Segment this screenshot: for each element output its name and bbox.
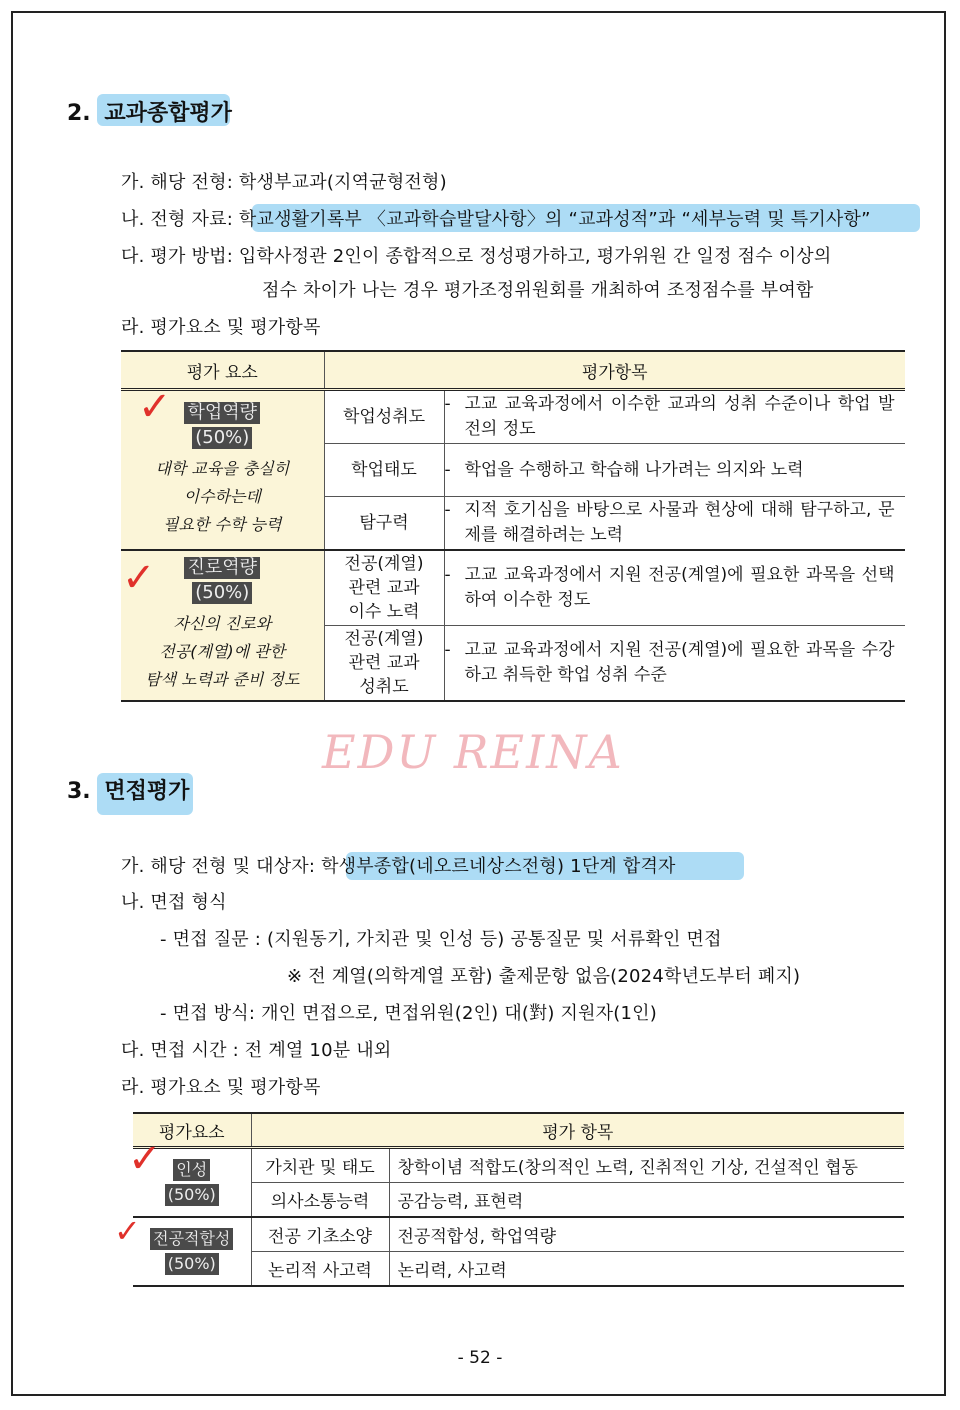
section2-line-2-label: 나. 전형 자료: [121,209,239,230]
group-name: 전공적합성 [150,1228,233,1250]
sub-element: 의사소통능력 [251,1183,389,1218]
header-element: 평가요소 [133,1113,251,1148]
section2-line-2-highlight: 학교생활기록부 〈교과학습발달사항〉의 “교과성적”과 “세부능력 및 특기사항” [238,209,871,230]
section2-line-5: 라. 평가요소 및 평가항목 [121,317,321,338]
table-row [121,390,905,444]
sub-element: 탐구력 [324,497,444,551]
group-desc [121,610,324,694]
item-cell: - 고교 교육과정에서 지원 전공(계열)에 필요한 과목을 수강하고 취득한 학업 성취 수준 [444,626,905,702]
table-header-row [121,351,905,390]
header-items: 평가항목 [324,351,905,390]
desc-line: 이수하는데 [183,486,261,506]
check-mark-icon: ✓ [114,1212,141,1250]
section3-line-7: 라. 평가요소 및 평가항목 [121,1077,321,1098]
section3-heading [67,774,189,805]
sub-line: 관련 교과 [348,653,420,673]
page-number: - 52 - [457,1348,503,1368]
item-text: 논리력, 사고력 [389,1252,904,1287]
table-row [121,550,905,626]
sub-element: 학업성취도 [324,390,444,444]
desc-line: 전공(계열)에 관한 [159,642,286,661]
check-mark-icon: ✓ [122,555,156,601]
sub-line: 관련 교과 [348,578,420,598]
sub-element [324,550,444,626]
sub-element: 가치관 및 태도 [251,1148,389,1183]
item-text: 창학이념 적합도(창의적인 노력, 진취적인 기상, 건설적인 협동 [389,1148,904,1183]
section3-line-5: - 면접 방식: 개인 면접으로, 면접위원(2인) 대(對) 지원자(1인) [160,1003,657,1024]
section3-line-2: 나. 면접 형식 [121,892,227,913]
item-text: 학업을 수행하고 학습해 나가려는 의지와 노력 [464,459,804,480]
group-name: 학업역량 [184,402,260,424]
item-cell: - 고교 교육과정에서 지원 전공(계열)에 필요한 과목을 선택하여 이수한 정도 [444,550,905,626]
header-items: 평가 항목 [251,1113,904,1148]
section3-line-1-label: 가. 해당 전형 및 대상자: [121,856,322,877]
item-cell: - 지적 호기심을 바탕으로 사물과 현상에 대해 탐구하고, 문제를 해결하려는 노력 [444,497,905,551]
section2-line-1: 가. 해당 전형: 학생부교과(지역균형전형) [121,172,447,193]
header-element: 평가 요소 [121,351,324,390]
item-text: 전공적합성, 학업역량 [389,1217,904,1252]
group-pct: (50%) [192,582,252,604]
watermark: EDU REINA [322,725,624,779]
group-major-fit [133,1217,251,1286]
item-cell: - 고교 교육과정에서 이수한 교과의 성취 수준이나 학업 발전의 정도 [444,390,905,444]
item-text: 고교 교육과정에서 지원 전공(계열)에 필요한 과목을 수강하고 취득한 학업 성취 수준 [464,640,895,685]
desc-line: 탐색 노력과 준비 정도 [145,670,300,689]
section2-number: 2. [67,101,91,126]
group-pct: (50%) [165,1253,219,1275]
group-name: 진로역량 [184,557,260,579]
table-row [133,1217,904,1252]
section3-line-1-highlight: 학생부종합(네오르네상스전형) 1단계 합격자 [321,856,676,877]
section3-line-1 [121,852,676,878]
table-header-row [133,1113,904,1148]
section3-title: 면접평가 [104,779,190,804]
sub-element [324,626,444,702]
check-mark-icon: ✓ [128,1136,162,1182]
sub-element: 논리적 사고력 [251,1252,389,1287]
section2-heading [67,96,232,127]
section2-line-4: 점수 차이가 나는 경우 평가조정위원회를 개최하여 조정점수를 부여함 [262,280,814,301]
group-name: 인성 [173,1159,210,1181]
section3-number: 3. [67,779,91,804]
sub-element: 학업태도 [324,444,444,497]
desc-line: 필요한 수학 능력 [163,514,282,534]
item-text: 지적 호기심을 바탕으로 사물과 현상에 대해 탐구하고, 문제를 해결하려는 노력 [464,500,895,545]
sub-line: 성취도 [359,677,409,697]
sub-line: 전공(계열) [344,554,424,574]
item-text: 고교 교육과정에서 이수한 교과의 성취 수준이나 학업 발전의 정도 [464,394,895,439]
group-pct: (50%) [192,427,252,449]
desc-line: 자신의 진로와 [173,614,272,633]
section2-line-3: 다. 평가 방법: 입학사정관 2인이 종합적으로 정성평가하고, 평가위원 간 일정 점수 이상의 [121,246,832,267]
section3-line-4: ※ 전 계열(의학계열 포함) 출제문항 없음(2024학년도부터 폐지) [287,966,801,987]
section3-line-6: 다. 면접 시간 : 전 계열 10분 내외 [121,1040,392,1061]
table-row [133,1148,904,1183]
section2-line-2 [121,205,871,231]
evaluation-table-1 [121,350,905,702]
group-desc [121,455,324,539]
sub-line: 이수 노력 [348,602,420,622]
sub-line: 전공(계열) [344,629,424,649]
evaluation-table-2 [133,1112,904,1287]
item-text: 고교 교육과정에서 지원 전공(계열)에 필요한 과목을 선택하여 이수한 정도 [464,565,895,610]
sub-element: 전공 기초소양 [251,1217,389,1252]
desc-line: 대학 교육을 충실히 [155,458,290,478]
check-mark-icon: ✓ [138,384,172,430]
group-pct: (50%) [165,1184,219,1206]
item-cell: - 학업을 수행하고 학습해 나가려는 의지와 노력 [444,444,905,497]
section3-line-3: - 면접 질문 : (지원동기, 가치관 및 인성 등) 공통질문 및 서류확인 면접 [160,929,722,950]
item-text: 공감능력, 표현력 [389,1183,904,1218]
section2-title: 교과종합평가 [104,101,232,126]
